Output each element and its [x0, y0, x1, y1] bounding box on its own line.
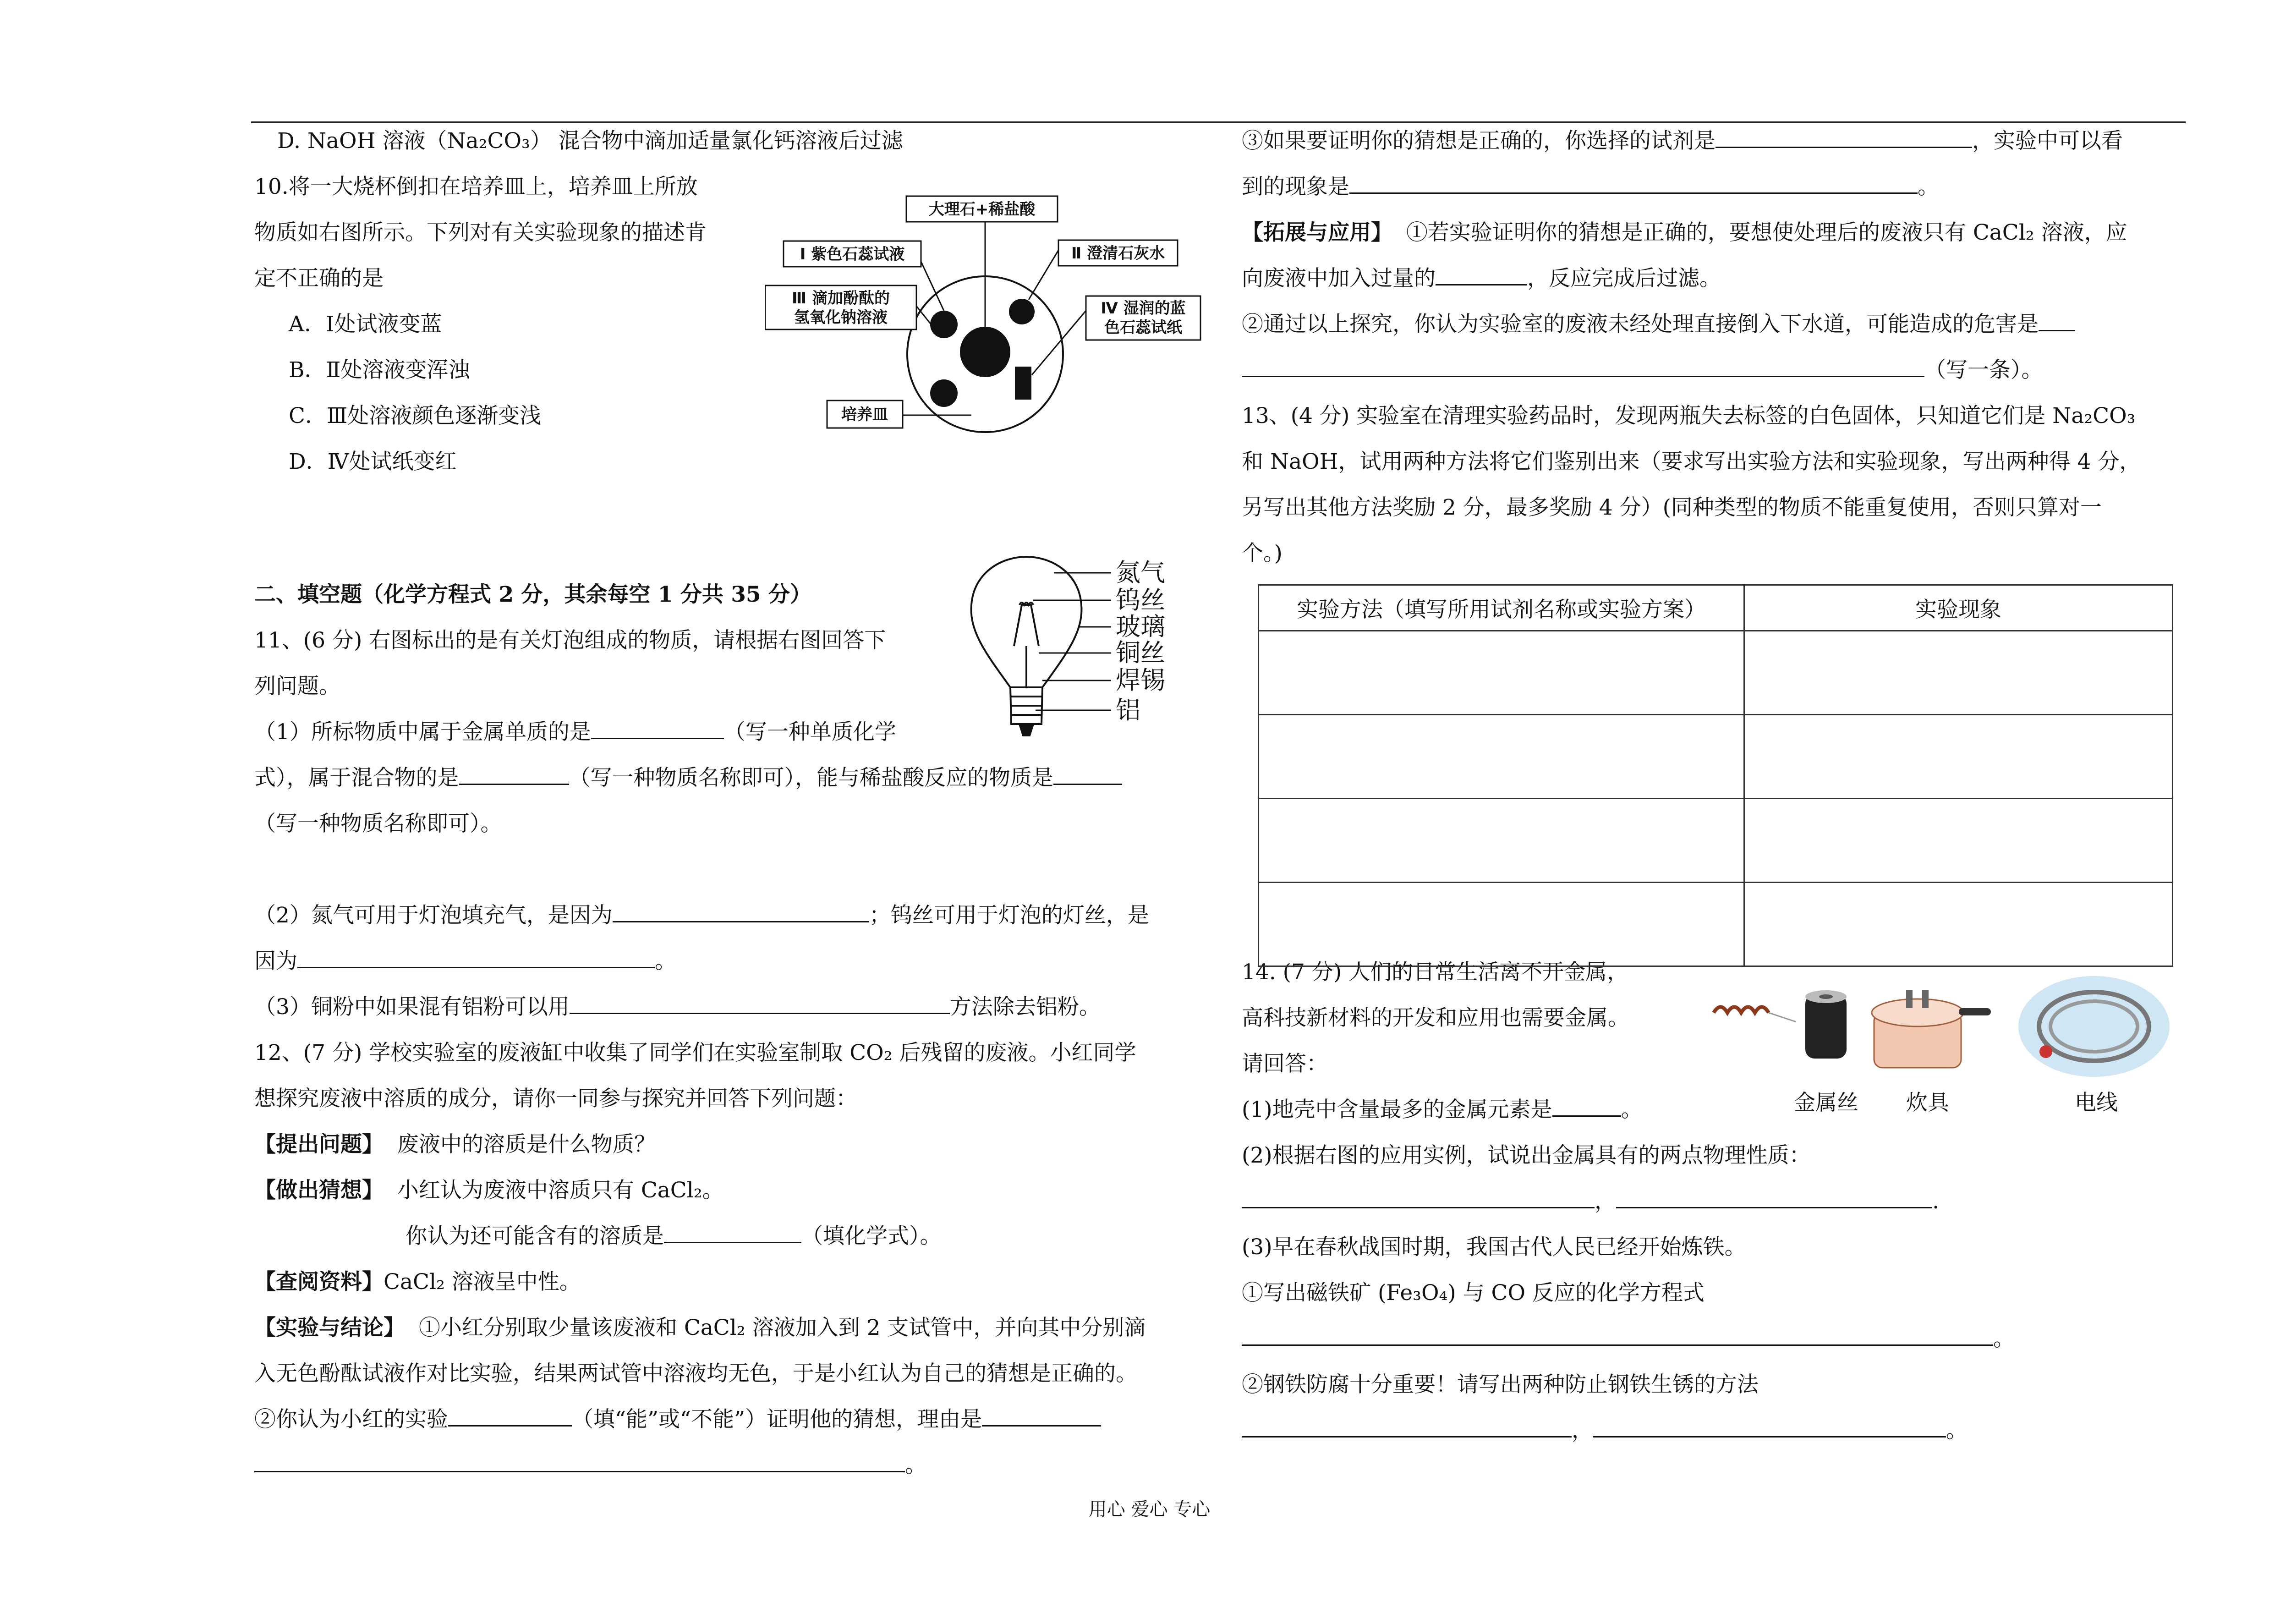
answer-blank[interactable] [1349, 172, 1918, 194]
q12-r3: 【拓展与应用】 ①若实验证明你的猜想是正确的，要想使处理后的废液只有 CaCl₂ 溶液，应 [1242, 220, 2127, 245]
answer-blank[interactable] [1552, 1095, 1621, 1117]
q11-line1: 11、(6 分) 右图标出的是有关灯泡组成的物质，请根据右图回答下 [254, 628, 886, 653]
answer-blank[interactable] [982, 1405, 1101, 1426]
table-cell[interactable] [1744, 715, 2173, 799]
answer-blank[interactable] [1436, 264, 1527, 285]
q12-exp4: 。 [254, 1451, 926, 1480]
q11-part2-line1: （2）氮气可用于灯泡填充气，是因为 ；钨丝可用于灯泡的灯丝，是 [254, 901, 1149, 930]
label-iii-1: Ⅲ 滴加酚酞的 [792, 289, 890, 307]
light-bulb-diagram [960, 554, 1198, 747]
q11-part3: （3）铜粉中如果混有铝粉可以用 方法除去铝粉。 [254, 993, 1101, 1022]
q10-option-c: C．Ⅲ处溶液颜色逐渐变浅 [289, 403, 542, 428]
label-i: Ⅰ 紫色石蕊试液 [800, 245, 905, 263]
q10-line2: 物质如右图所示。下列对有关实验现象的描述肯 [254, 220, 707, 245]
answer-blank[interactable] [254, 1451, 905, 1472]
q11-part1-line2: 式），属于混合物的是 （写一种物质名称即可），能与稀盐酸反应的物质是 [254, 763, 1122, 793]
header-rule [251, 121, 2186, 123]
q12-info: 【查阅资料】CaCl₂ 溶液呈中性。 [254, 1269, 581, 1295]
q12-r4: 向废液中加入过量的 ，反应完成后过滤。 [1242, 264, 1721, 293]
q13-line3: 另写出其他方法奖励 2 分，最多奖励 4 分）(同种类型的物质不能重复使用，否则只算对一 [1242, 495, 2102, 520]
table-cell[interactable] [1259, 799, 1744, 883]
q14-line2: 高科技新材料的开发和应用也需要金属。 [1242, 1005, 1629, 1031]
site-iii-dot [930, 379, 958, 407]
q12-guess2: 你认为还可能含有的溶质是 （填化学式）。 [406, 1222, 942, 1251]
q12-exp3: ②你认为小红的实验 （填“能”或“不能”）证明他的猜想，理由是 [254, 1405, 1101, 1434]
table-cell[interactable] [1259, 631, 1744, 715]
answer-blank[interactable] [1616, 1187, 1932, 1208]
answer-blank[interactable] [459, 763, 569, 785]
q12-guess: 【做出猜想】 小红认为废液中溶质只有 CaCl₂。 [254, 1178, 724, 1203]
q12-line1: 12、(7 分) 学校实验室的废液缸中收集了同学们在实验室制取 CO₂ 后残留的废液。小红同学 [254, 1040, 1136, 1065]
table-cell[interactable] [1259, 715, 1744, 799]
q14-rust-answers: ， 。 [1242, 1416, 1968, 1445]
answer-blank[interactable] [1053, 763, 1122, 785]
label-iv-2: 色石蕊试纸 [1104, 318, 1182, 337]
label-ii: Ⅱ 澄清石灰水 [1071, 244, 1165, 263]
answer-blank[interactable] [448, 1405, 572, 1426]
q12-r1: ③如果要证明你的猜想是正确的，你选择的试剂是 ，实验中可以看 [1242, 126, 2123, 156]
bulb-label-aluminum: 铝 [1116, 696, 1140, 724]
q10-option-b: B．Ⅱ处溶液变浑浊 [289, 357, 470, 383]
q12-r2: 到的现象是 。 [1242, 172, 1939, 202]
q13-answer-table [1258, 584, 2173, 967]
q13-line1: 13、(4 分) 实验室在清理实验药品时，发现两瓶失去标签的白色固体，只知道它们是 Na₂CO₃ [1242, 403, 2136, 428]
q10-option-d: D．Ⅳ处试纸变红 [289, 449, 457, 474]
q12-ask: 【提出问题】 废液中的溶质是什么物质？ [254, 1132, 656, 1157]
bulb-label-copper: 铜丝 [1116, 638, 1165, 667]
page-footer: 用心 爱心 专心 [1088, 1499, 1211, 1520]
site-i-dot [930, 311, 958, 338]
label-iv-1: Ⅳ 湿润的蓝 [1101, 299, 1186, 318]
petri-dish-diagram [765, 192, 1205, 439]
q14-line3: 请回答： [1242, 1051, 1328, 1076]
label-dish: 培养皿 [841, 406, 888, 424]
answer-blank[interactable] [1242, 1324, 1993, 1346]
answer-blank[interactable] [1593, 1416, 1946, 1437]
q11-line2: 列问题。 [254, 674, 340, 699]
q10-line3: 定不正确的是 [254, 266, 384, 291]
table-header-phenomenon: 实验现象 [1744, 585, 2173, 631]
center-beaker-dot [960, 327, 1010, 377]
q14-part3: (3)早在春秋战国时期，我国古代人民已经开始炼铁。 [1242, 1234, 1746, 1260]
answer-blank[interactable] [1242, 356, 1924, 377]
q14-part2: (2)根据右图的应用实例，试说出金属具有的两点物理性质： [1242, 1143, 1811, 1168]
q12-r6: （写一条）。 [1242, 356, 2043, 385]
electric-wire-picture [2018, 976, 2170, 1077]
table-header-method: 实验方法（填写所用试剂名称或实验方案） [1259, 585, 1744, 631]
table-cell[interactable] [1744, 799, 2173, 883]
answer-blank[interactable] [1242, 1416, 1572, 1437]
bulb-label-glass: 玻璃 [1116, 612, 1165, 641]
bulb-label-tungsten: 钨丝 [1116, 586, 1165, 614]
q12-line2: 想探究废液中溶质的成分，请你一同参与探究并回答下列问题： [254, 1086, 857, 1111]
pic-label-electric-wire: 电线 [2075, 1090, 2118, 1114]
bulb-label-solder: 焊锡 [1116, 666, 1165, 695]
answer-blank[interactable] [1242, 1187, 1595, 1208]
answer-blank[interactable] [591, 718, 724, 739]
label-top: 大理石+稀盐酸 [928, 200, 1036, 219]
pic-label-cookware: 炊具 [1906, 1090, 1949, 1114]
section2-title: 二、填空题（化学方程式 2 分，其余每空 1 分共 35 分） [254, 582, 811, 607]
q14-part3-2: ②钢铁防腐十分重要！请写出两种防止钢铁生锈的方法 [1242, 1372, 1759, 1397]
q10-option-a: A．Ⅰ处试液变蓝 [289, 312, 442, 337]
q13-line2: 和 NaOH，试用两种方法将它们鉴别出来（要求写出实验方法和实验现象，写出两种得 4 分， [1242, 449, 2141, 474]
table-cell[interactable] [1744, 631, 2173, 715]
table-cell[interactable] [1259, 883, 1744, 966]
q12-exp2: 入无色酚酞试液作对比实验，结果两试管中溶液均无色，于是小红认为自己的猜想是正确的。 [254, 1361, 1137, 1386]
q9-option-d: D. NaOH 溶液（Na₂CO₃） 混合物中滴加适量氯化钙溶液后过滤 [277, 128, 903, 154]
answer-blank[interactable] [570, 993, 950, 1014]
answer-blank[interactable] [2039, 310, 2075, 331]
pic-label-wire: 金属丝 [1794, 1090, 1858, 1114]
table-cell[interactable] [1744, 883, 2173, 966]
answer-blank[interactable] [297, 947, 655, 968]
site-iv-paper [1015, 367, 1031, 400]
q10-line1: 10.将一大烧杯倒扣在培养皿上，培养皿上所放 [254, 174, 698, 199]
q11-part2-line2: 因为 。 [254, 947, 676, 976]
q12-exp1: 【实验与结论】 ①小红分别取少量该废液和 CaCl₂ 溶液加入到 2 支试管中，并向其中分别滴 [254, 1315, 1146, 1340]
q14-part1: (1)地壳中含量最多的金属元素是 。 [1242, 1095, 1643, 1125]
q14-part2-answers: ， . [1242, 1187, 1939, 1216]
q14-part3-1: ①写出磁铁矿 (Fe₃O₄) 与 CO 反应的化学方程式 [1242, 1280, 1705, 1306]
label-iii-2: 氢氧化钠溶液 [794, 308, 888, 327]
q13-line4: 个。) [1242, 541, 1283, 566]
metal-uses-pictures [1705, 976, 2190, 1114]
q11-part1-line3: （写一种物质名称即可）。 [254, 811, 502, 836]
answer-blank[interactable] [664, 1222, 801, 1243]
bulb-label-nitrogen: 氮气 [1116, 558, 1165, 587]
q14-equation-line: 。 [1242, 1324, 2015, 1354]
site-ii-dot [1009, 299, 1035, 324]
cookware-picture [1872, 990, 1991, 1068]
q12-r5: ②通过以上探究，你认为实验室的废液未经处理直接倒入下水道，可能造成的危害是 [1242, 310, 2075, 339]
q14-line1: 14. (7 分) 人们的日常生活离不开金属， [1242, 960, 1629, 985]
answer-blank[interactable] [1716, 126, 1972, 148]
q11-part1-line1: （1）所标物质中属于金属单质的是 （写一种单质化学 [254, 718, 896, 747]
answer-blank[interactable] [613, 901, 869, 922]
metal-wire-picture [1714, 990, 1847, 1059]
